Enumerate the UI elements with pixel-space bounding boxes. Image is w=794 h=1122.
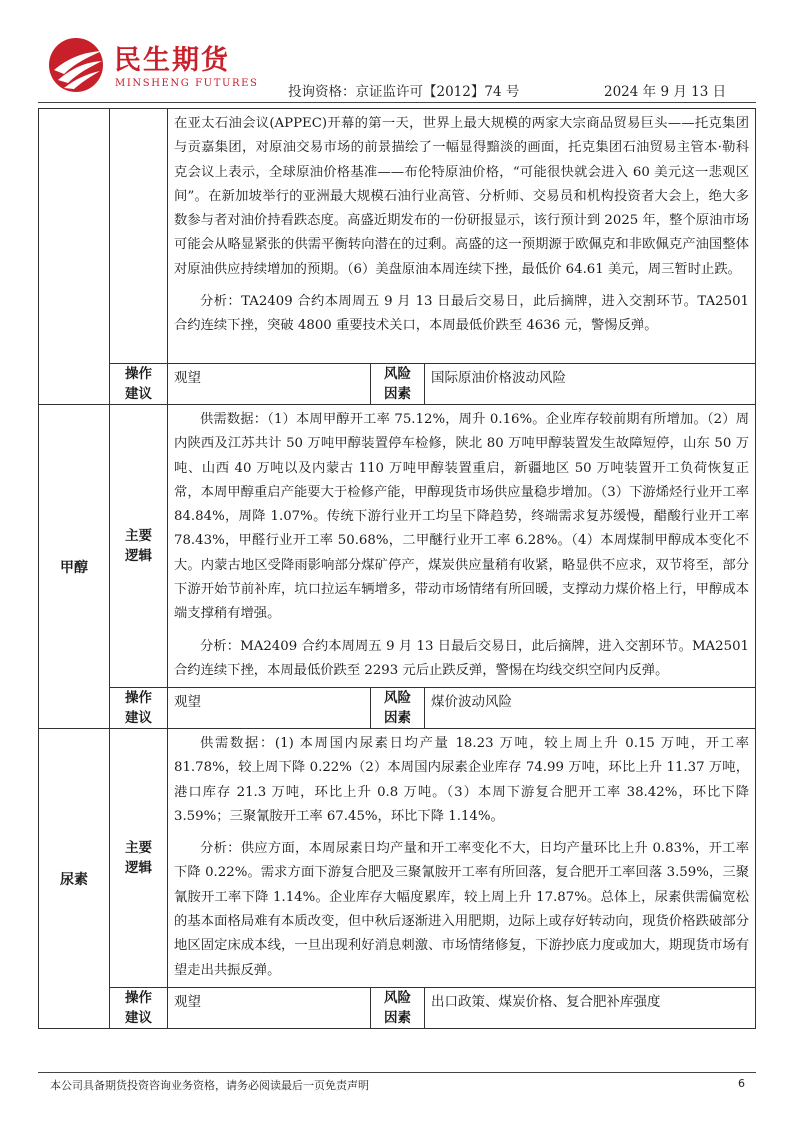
- pta-category-cell: [39, 109, 110, 405]
- urea-supply-demand: 供需数据：(1) 本周国内尿素日均产量 18.23 万吨，较上周上升 0.15 万吨，开工率 81.78%，较上周下降 0.22%（2）本周国内尿素企业库存 74.99 万吨，环比上升 11.37 万吨，港口库存 21.3 万吨，环比上升 0.8 万吨。（3）本周下游复合肥开工率 38.42%，环比下降 3.59%；三聚氰胺开工率 67.45%，环比下降 1.14%。: [174, 736, 750, 824]
- pta-risk-value: 国际原油价格波动风险: [425, 364, 756, 405]
- page-header: [0, 0, 794, 108]
- methanol-ops-row: [39, 688, 756, 729]
- pta-logic-row: [39, 109, 756, 364]
- urea-logic-label: 主要 逻辑: [110, 729, 168, 988]
- brand-name-en: MINSHENG FUTURES: [115, 78, 259, 89]
- methanol-logic-row: [39, 405, 756, 688]
- methanol-logic-content: [168, 405, 756, 688]
- methanol-supply-demand: 供需数据：（1）本周甲醇开工率 75.12%，周升 0.16%。企业库存较前期有所增加。（2）周内陕西及江苏共计 50 万吨甲醇装置停车检修，陕北 80 万吨甲醇装置发生故障短停，山东 50 万吨、山西 40 万吨以及内蒙古 110 万吨甲醇装置重启，新疆地区 50 万吨装置开工负荷恢复正常，本周甲醇重启产能要大于检修产能，甲醇现货市场供应量稳步增加。（3）下游烯烃行业开工率 84.84%，周降 1.07%。传统下游行业开工均呈下降趋势，终端需求复苏缓慢，醋酸行业开工率 78.43%，甲醛行业开工率 50.68%，二甲醚行业开工率 6.28%。（4）本周煤制甲醇成本变化不大。内蒙古地区受降雨影响部分煤矿停产，煤炭供应量稍有收紧，略显供不应求，双节将至，部分下游开始节前补库，坑口拉运车辆增多，带动市场情绪有所回暖，支撑动力煤价格上行，甲醇成本端支撑稍有增强。: [174, 412, 750, 622]
- urea-logic-row: [39, 729, 756, 988]
- urea-risk-label: 风险 因素: [371, 988, 425, 1029]
- methanol-risk-label: 风险 因素: [371, 688, 425, 729]
- page-number: 6: [738, 1077, 745, 1090]
- urea-analysis: 分析：供应方面，本周尿素日均产量和开工率变化不大，日均产量环比上升 0.83%，开工率下降 0.22%。需求方面下游复合肥及三聚氰胺开工率有所回落，复合肥开工率回落 3.59%，三聚氰胺开工率下降 1.14%。企业库存大幅度累库，较上周上升 17.87%。总体上，尿素供需偏宽松的基本面格局难有本质改变，但中秋后逐渐进入用肥期，边际上或存好转动向，现货价格跌破部分地区固定床成本线，一旦出现利好消息刺激、市场情绪修复，下游抄底力度或加大，期现货市场有望走出共振反弹。: [174, 841, 750, 978]
- urea-ops-row: [39, 988, 756, 1029]
- methanol-risk-value: 煤价波动风险: [425, 688, 756, 729]
- methanol-ops-label: 操作 建议: [110, 688, 168, 729]
- report-date: 2024 年 9 月 13 日: [604, 84, 727, 100]
- brand-name-cn: 民生期货: [114, 45, 230, 76]
- pta-ops-row: [39, 364, 756, 405]
- urea-risk-value: 出口政策、煤炭价格、复合肥补库强度: [425, 988, 756, 1029]
- minsheng-logo-icon: [44, 36, 108, 94]
- footer-divider: [38, 1072, 756, 1073]
- methanol-analysis: 分析：MA2409 合约本周周五 9 月 13 日最后交易日，此后摘牌，进入交割环节。MA2501 合约连续下挫，本周最低价跌至 2293 元后止跌反弹，警惕在均线交织空间内反弹。: [174, 638, 750, 678]
- pta-ops-label: 操作 建议: [110, 364, 168, 405]
- urea-ops-label: 操作 建议: [110, 988, 168, 1029]
- methanol-ops-value: 观望: [168, 688, 371, 729]
- header-divider: [38, 102, 756, 103]
- urea-ops-value: 观望: [168, 988, 371, 1029]
- pta-logic-content: [168, 109, 756, 364]
- urea-category: 尿素: [39, 729, 110, 1029]
- commodity-analysis-table: [38, 108, 756, 1029]
- pta-ops-value: 观望: [168, 364, 371, 405]
- footer-disclaimer: 本公司具备期货投资咨询业务资格，请务必阅读最后一页免责声明: [50, 1079, 369, 1092]
- pta-logic-label-cell: [110, 109, 168, 364]
- urea-logic-content: [168, 729, 756, 988]
- pta-analysis: 分析：TA2409 合约本周周五 9 月 13 日最后交易日，此后摘牌，进入交割环节。TA2501 合约连续下挫，突破 4800 重要技术关口，本周最低价跌至 4636 元，警惕反弹。: [174, 294, 750, 334]
- pta-risk-label: 风险 因素: [371, 364, 425, 405]
- license-info: 投询资格：京证监许可【2012】74 号: [288, 84, 520, 100]
- methanol-category: 甲醇: [39, 405, 110, 729]
- methanol-logic-label: 主要 逻辑: [110, 405, 168, 688]
- pta-logic-text: 在亚太石油会议(APPEC)开幕的第一天，世界上最大规模的两家大宗商品贸易巨头——托克集团与贡嘉集团，对原油交易市场的前景描绘了一幅显得黯淡的画面，托克集团石油贸易主管本·勒科克会议上表示，全球原油价格基准——布伦特原油价格，“可能很快就会进入 60 美元这一悲观区间”。在新加坡举行的亚洲最大规模石油行业高管、分析师、交易员和机构投资者大会上，绝大多数参与者对油价持看跌态度。高盛近期发布的一份研报显示，该行预计到 2025 年，整个原油市场可能会从略显紧张的供需平衡转向潜在的过剩。高盛的这一预期源于欧佩克和非欧佩克产油国整体对原油供应持续增加的预期。（6）美盘原油本周连续下挫，最低价 64.61 美元，周三暂时止跌。: [174, 116, 750, 277]
